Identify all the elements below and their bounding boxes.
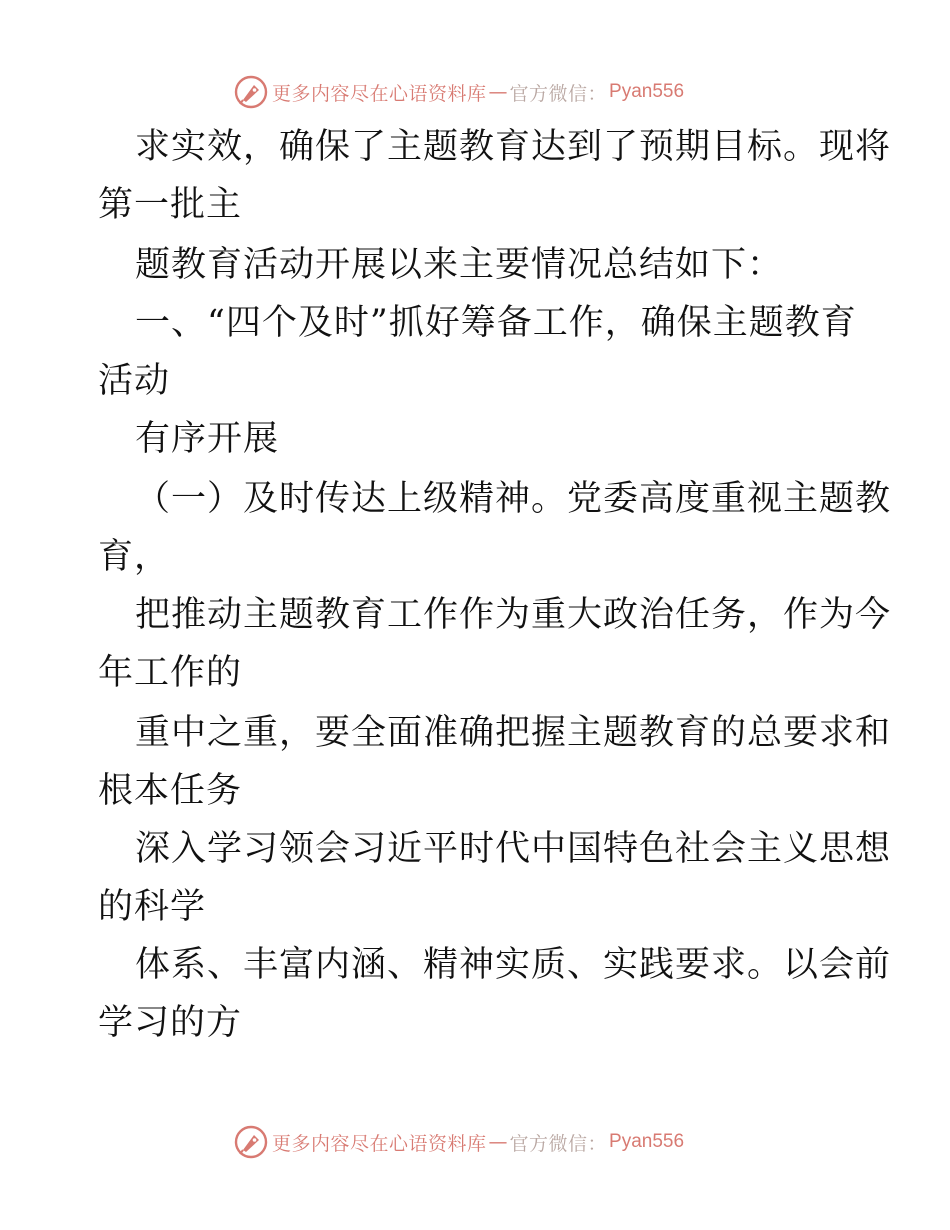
pen-nib-logo-icon	[234, 1125, 268, 1159]
body-line: 体系、丰富内涵、精神实质、实践要求。以会前	[135, 945, 892, 985]
header-brand-text: 更多内容尽在心语资料库	[272, 82, 487, 105]
header-banner-content	[234, 72, 684, 112]
footer-banner-content	[234, 1122, 684, 1162]
header-dash: —	[488, 81, 508, 103]
body-line: 重中之重，要全面准确把握主题教育的总要求和	[135, 713, 892, 753]
header-wechat-label: 官方微信：	[509, 82, 608, 105]
body-line: 年工作的	[98, 653, 243, 693]
header-wechat-id: Pyan556	[609, 81, 685, 102]
body-line: 一、“四个及时”抓好筹备工作，确保主题教育	[135, 303, 857, 343]
body-line: 求实效，确保了主题教育达到了预期目标。现将	[135, 127, 892, 167]
body-line: 根本任务	[98, 771, 243, 811]
body-line: 的科学	[98, 887, 207, 927]
footer-banner	[0, 1122, 950, 1162]
body-line: 第一批主	[98, 185, 243, 225]
footer-wechat-label: 官方微信：	[509, 1132, 608, 1155]
body-line: 把推动主题教育工作作为重大政治任务，作为今	[135, 595, 892, 635]
body-line: 学习的方	[98, 1003, 243, 1043]
footer-brand-text: 更多内容尽在心语资料库	[272, 1132, 487, 1155]
pen-nib-logo-icon	[234, 75, 268, 109]
body-line: （一）及时传达上级精神。党委高度重视主题教	[135, 479, 892, 519]
body-line: 活动	[98, 361, 171, 401]
body-line: 有序开展	[135, 419, 280, 459]
footer-dash: —	[488, 1131, 508, 1153]
header-banner	[0, 72, 950, 112]
body-line: 深入学习领会习近平时代中国特色社会主义思想	[135, 829, 892, 869]
footer-wechat-id: Pyan556	[609, 1131, 685, 1152]
body-line: 育，	[98, 537, 171, 577]
body-line: 题教育活动开展以来主要情况总结如下：	[135, 245, 784, 285]
